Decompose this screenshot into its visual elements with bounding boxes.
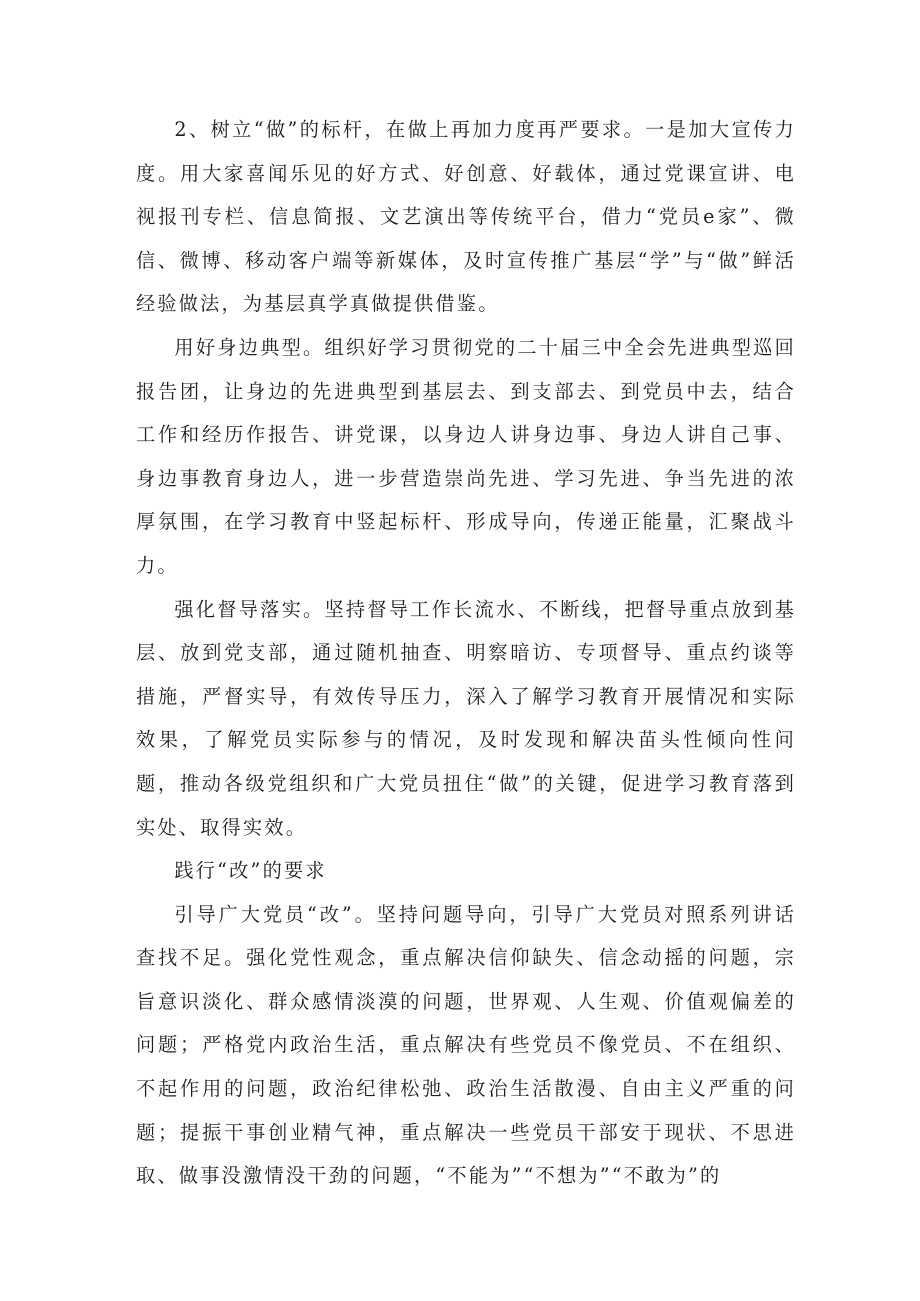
paragraph-benchmark: 2、树立“做”的标杆，在做上再加力度再严要求。一是加大宣传力度。用大家喜闻乐见的好方式、好创意、好载体，通过党课宣讲、电视报刊专栏、信息简报、文艺演出等传统平台，借力“党员e家”、微信、微博、移动客户端等新媒体，及时宣传推广基层“学”与“做”鲜活经验做法，为基层真学真做提供借鉴。 [136,118,796,316]
paragraph-typical-examples: 用好身边典型。组织好学习贯彻党的二十届三中全会先进典型巡回报告团，让身边的先进典型到基层去、到支部去、到党员中去，结合工作和经历作报告、讲党课，以身边人讲身边事、身边人讲自己事、身边事教育身边人，进一步营造崇尚先进、学习先进、争当先进的浓厚氛围，在学习教育中竖起标杆、形成导向，传递正能量，汇聚战斗力。 [136,335,796,577]
paragraph-guide-members-reform: 引导广大党员“改”。坚持问题导向，引导广大党员对照系列讲话查找不足。强化党性观念，重点解决信仰缺失、信念动摇的问题，宗旨意识淡化、群众感情淡漠的问题，世界观、人生观、价值观偏差的问题；严格党内政治生活，重点解决有些党员不像党员、不在组织、不起作用的问题，政治纪律松弛、政治生活散漫、自由主义严重的问题；提振干事创业精气神，重点解决一些党员干部安于现状、不思进取、做事没激情没干劲的问题，“不能为”“不想为”“不敢为”的 [136,902,796,1188]
document-body [136,108,796,1198]
paragraph-supervision: 强化督导落实。坚持督导工作长流水、不断线，把督导重点放到基层、放到党支部，通过随机抽查、明察暗访、专项督导、重点约谈等措施，严督实导，有效传导压力，深入了解学习教育开展情况和实际效果，了解党员实际参与的情况，及时发现和解决苗头性倾向性问题，推动各级党组织和广大党员扭住“做”的关键，促进学习教育落到实处、取得实效。 [136,597,796,839]
section-heading-practice-reform: 践行“改”的要求 [174,859,327,883]
